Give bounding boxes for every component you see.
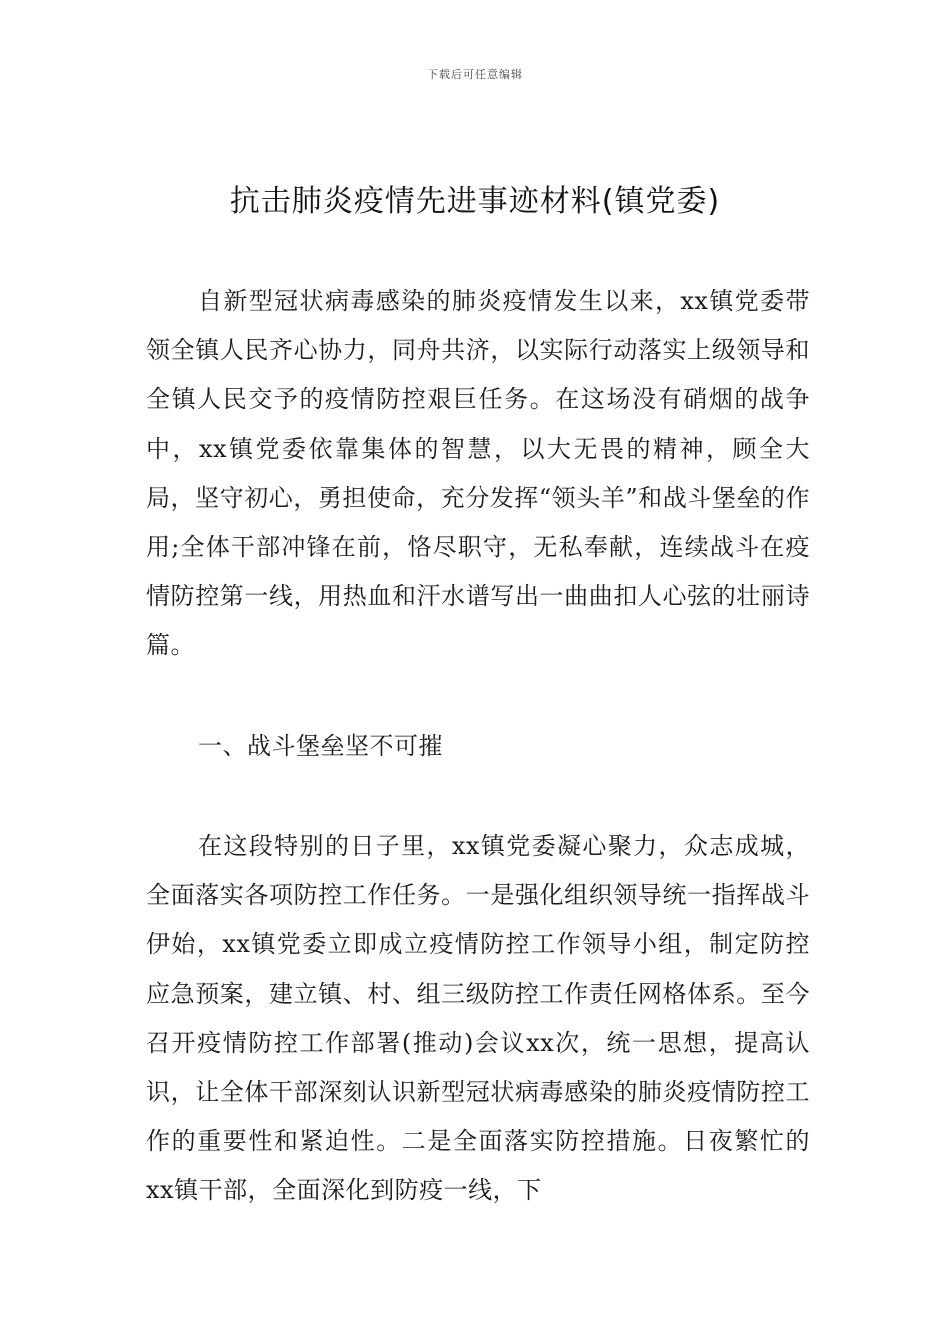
paragraph-section-one: 在这段特别的日子里，xx镇党委凝心聚力，众志成城，全面落实各项防控工作任务。一是强化组织领导统一指挥战斗伊始，xx镇党委立即成立疫情防控工作领导小组，制定防控应急预案，建立镇、村、组三级防控工作责任网格体系。至今召开疫情防控工作部署(推动)会议xx次，统一思想，提高认识，让全体干部深刻认识新型冠状病毒感染的肺炎疫情防控工作的重要性和紧迫性。二是全面落实防控措施。日夜繁忙的xx镇干部，全面深化到防疫一线，下 (146, 832, 810, 1205)
paragraph-intro: 自新型冠状病毒感染的肺炎疫情发生以来，xx镇党委带领全镇人民齐心协力，同舟共济，以实际行动落实上级领导和全镇人民交予的疫情防控艰巨任务。在这场没有硝烟的战争中，xx镇党委依靠集体的智慧，以大无畏的精神，顾全大局，坚守初心，勇担使命，充分发挥“领头羊”和战斗堡垒的作用;全体干部冲锋在前，恪尽职守，无私奉献，连续战斗在疫情防控第一线，用热血和汗水谱写出一曲曲扣人心弦的壮丽诗篇。 (146, 287, 810, 660)
document-title: 抗击肺炎疫情先进事迹材料(镇党委) (229, 184, 721, 219)
header-note: 下载后可任意编辑 (427, 68, 523, 81)
section-heading: 一、战斗堡垒坚不可摧 (198, 732, 443, 760)
